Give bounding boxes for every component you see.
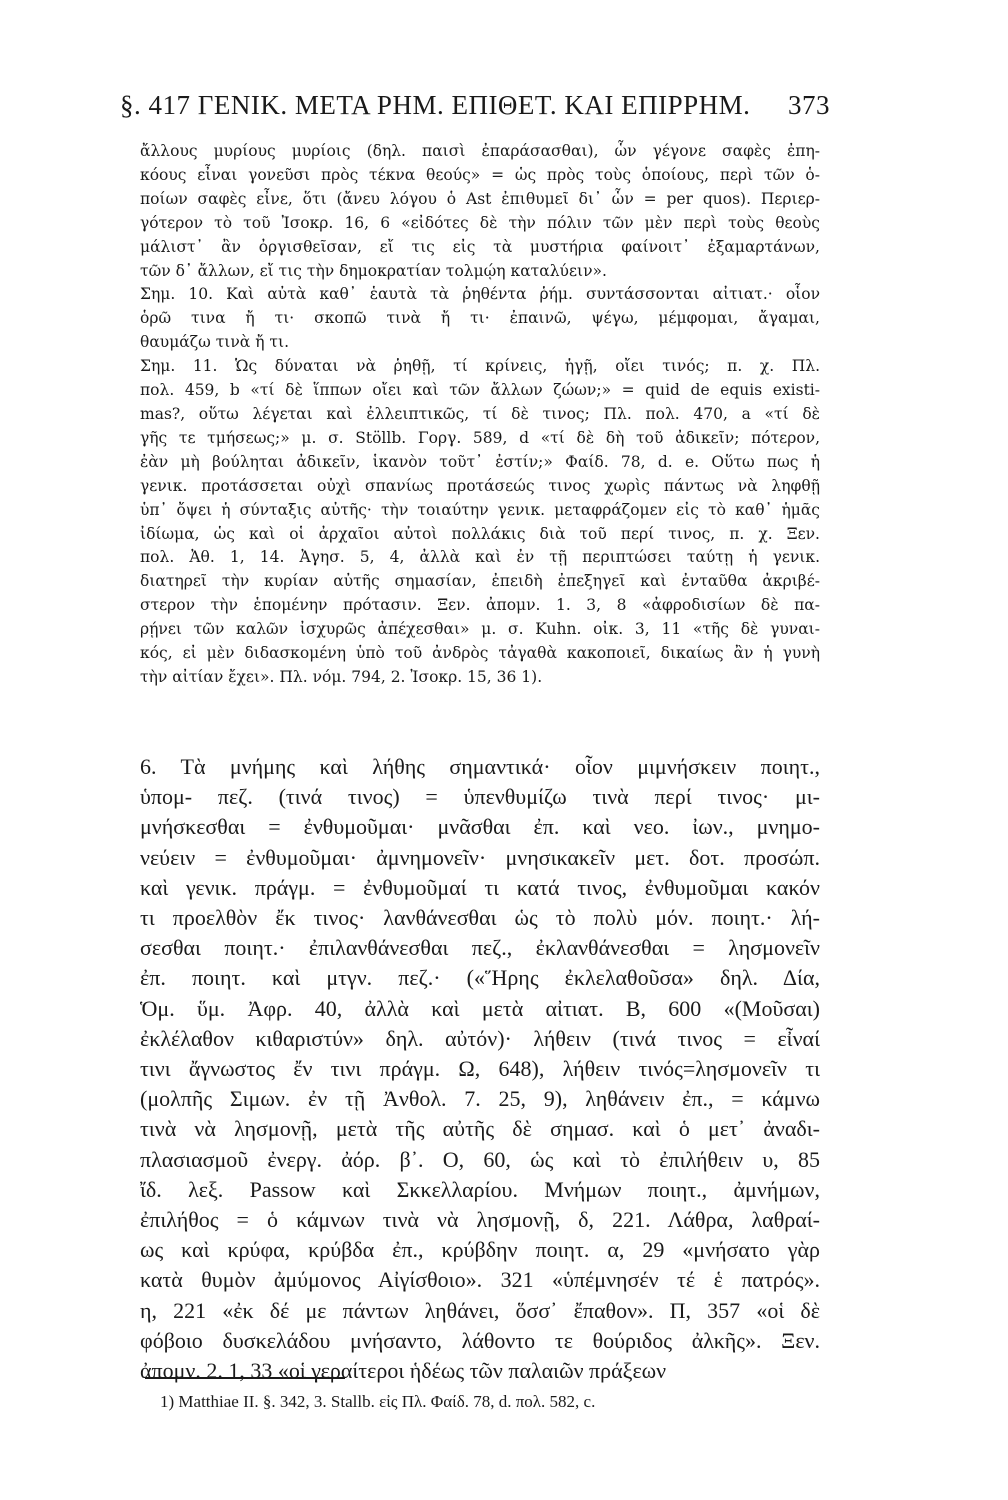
text-line: τὴν αἰτίαν ἔχει». Πλ. νόμ. 794, 2. Ἰσοκρ. 15, 36 1). (140, 667, 543, 686)
text-line: γενικ. προτάσσεται οὐχὶ σπανίως προτάσεώς τινος χωρὶς πάντως νὰ ληφθῇ (140, 476, 820, 495)
text-line: γότερον τὸ τοῦ Ἰσοκρ. 16, 6 «εἰδότες δὲ τὴν πόλιν τῶν μὲν περὶ τοὺς θεοὺς (140, 213, 820, 232)
running-header (120, 90, 830, 130)
text-line: κατὰ θυμὸν ἀμύμονος Αἰγίσθοιο». 321 «ὑπέμνησέν τέ ἑ πατρός». (140, 1267, 820, 1293)
text-line: καὶ γενικ. πράγμ. = ἐνθυμοῦμαί τι κατά τινος, ἐνθυμοῦμαι κακόν (140, 874, 820, 900)
text-line: θαυμάζω τινὰ ἤ τι. (140, 333, 289, 352)
text-line: φόβοιο δυσκελάδου μνήσαντο, λάθοντο τε θούριδος ἀλκῆς». Ξεν. (140, 1327, 820, 1353)
text-line: ὑπομ- πεζ. (τινά τινος) = ὑπενθυμίζω τινὰ περί τινος· μι- (140, 784, 820, 810)
text-line: ἐπ. ποιητ. καὶ μτγν. πεζ.· («Ἥρης ἐκλελαθοῦσα» δηλ. Δία, (140, 965, 820, 991)
text-line: mas?, οὕτω λέγεται καὶ ἐλλειπτικῶς, τί δὲ τινος; Πλ. πολ. 470, a «τί δὲ (140, 404, 820, 423)
text-line: ποίων σαφὲς εἶνε, ὅτι (ἄνευ λόγου ὁ Ast ἐπιθυμεῖ δι᾿ ὧν = per quos). Περιερ- (140, 189, 820, 208)
text-line: Σημ. 10. Καὶ αὐτὰ καθ᾿ ἑαυτὰ τὰ ῥηθέντα ῥήμ. συντάσσονται αἰτιατ.· οἷον (140, 285, 820, 304)
main-paragraph (140, 752, 820, 1386)
page-number: 373 (788, 90, 830, 120)
text-line: ἐὰν μὴ βούληται ἀδικεῖν, ἱκανὸν τοῦτ᾿ ἐστίν;» Φαίδ. 78, d. e. Οὕτω πως ἡ (140, 452, 820, 471)
text-line: τινὰ νὰ λησμονῇ, μετὰ τῆς αὐτῆς δὲ σημασ. καὶ ὁ μετ᾿ ἀναδι- (140, 1116, 820, 1142)
text-line: μάλιστ᾿ ἂν ὀργισθεῖσαν, εἴ τις εἰς τὰ μυστήρια φαίνοιτ᾿ ἐξαμαρτάνων, (140, 237, 820, 256)
text-line: νεύειν = ἐνθυμοῦμαι· ἀμνημονεῖν· μνησικακεῖν μετ. δοτ. προσώπ. (140, 844, 820, 870)
text-line: ἄλλους μυρίους μυρίοις (δηλ. παισὶ ἐπαράσασθαι), ὧν γέγονε σαφὲς ἐπη- (140, 142, 820, 160)
text-line: πολ. 459, b «τί δὲ ἵππων οἴει καὶ τῶν ἄλλων ζώων;» = quid de equis existi- (140, 381, 820, 400)
text-line: ὑπ᾿ ὄψει ἡ σύνταξις αὐτῆς· τὴν τοιαύτην γενικ. μεταφράζομεν εἰς τὸ καθ᾿ ἡμᾶς (140, 500, 820, 519)
text-line: ρῄνει τῶν καλῶν ἰσχυρῶς ἀπέχεσθαι» μ. σ. Kuhn. οἰκ. 3, 11 «τῆς δὲ γυναι- (140, 620, 820, 639)
small-print-notes (140, 140, 820, 690)
text-line: πλασιασμοῦ ἐνεργ. ἀόρ. β᾿. Ο, 60, ὡς καὶ τὸ ἐπιλήθειν υ, 85 (140, 1146, 820, 1172)
text-line: η, 221 «ἐκ δέ με πάντων ληθάνει, ὅσσ᾿ ἔπαθον». Π, 357 «οἱ δὲ (140, 1297, 820, 1323)
text-line: Ὁμ. ὕμ. Ἀφρ. 40, ἀλλὰ καὶ μετὰ αἰτιατ. B, 600 «(Μοῦσαι) (140, 995, 820, 1021)
header-section-title: §. 417 ΓΕΝΙΚ. ΜΕΤΑ ΡΗΜ. ΕΠΙΘΕΤ. ΚΑΙ ΕΠΙΡΡΗΜ. (120, 90, 751, 120)
footnote-text: 1) Matthiae II. §. 342, 3. Stallb. εἰς Πλ. Φαίδ. 78, d. πολ. 582, c. (160, 1392, 596, 1411)
footnote-rule (145, 1377, 345, 1379)
text-line: κός, εἰ μὲν διδασκομένη ὑπὸ τοῦ ἀνδρὸς τἀγαθὰ κακοποιεῖ, δικαίως ἂν ἡ γυνὴ (140, 644, 820, 663)
text-line: κόους εἶναι γονεῦσι πρὸς τέκνα θεούς» = ὡς πρὸς τοὺς ὁποίους, περὶ τῶν ὁ- (140, 165, 820, 184)
text-line: σεσθαι ποιητ.· ἐπιλανθάνεσθαι πεζ., ἐκλανθάνεσθαι = λησμονεῖν (140, 935, 820, 961)
text-line: γῆς τε τμήσεως;» μ. σ. Stöllb. Γοργ. 589, d «τί δὲ δὴ τοῦ ἀδικεῖν; πότερον, (140, 428, 820, 447)
text-line: τῶν δ᾿ ἄλλων, εἴ τις τὴν δημοκρατίαν τολμῴη καταλύειν». (140, 261, 607, 280)
text-line: διατηρεῖ τὴν κυρίαν αὐτῆς σημασίαν, ἐπειδὴ ἐπεξηγεῖ καὶ ἐνταῦθα ἀκριβέ- (140, 572, 820, 591)
text-line: στερον τὴν ἑπομένην πρότασιν. Ξεν. ἀπομν. 1. 3, 8 «ἀφροδισίων δὲ πα- (140, 596, 820, 615)
text-line: ὁρῶ τινα ἤ τι· σκοπῶ τινὰ ἤ τι· ἐπαινῶ, ψέγω, μέμφομαι, ἄγαμαι, (140, 309, 820, 328)
footnote (160, 1390, 800, 1414)
text-line: τι προελθὸν ἔκ τινος· λανθάνεσθαι ὡς τὸ πολὺ μόν. ποιητ.· λή- (140, 905, 820, 931)
text-line: (μολπῆς Σιμων. ἐν τῇ Ἀνθολ. 7. 25, 9), ληθάνειν ἐπ., = κάμνω (140, 1086, 820, 1112)
text-line: ἀπομν. 2. 1, 33 «οἱ γεραίτεροι ἡδέως τῶν παλαιῶν πράξεων (140, 1358, 667, 1384)
text-line: ως καὶ κρύφα, κρύβδα ἐπ., κρύβδην ποιητ. α, 29 «μνήσατο γὰρ (140, 1237, 820, 1263)
text-line: πολ. Ἀθ. 1, 14. Ἀγησ. 5, 4, ἀλλὰ καὶ ἐν τῇ περιπτώσει ταύτῃ ἡ γενικ. (140, 548, 820, 567)
text-line: 6. Τὰ μνήμης καὶ λήθης σημαντικά· οἷον μιμνήσκειν ποιητ., (140, 754, 820, 779)
text-line: Σημ. 11. Ὡς δύναται νὰ ῥηθῇ, τί κρίνεις, ἡγῇ, οἴει τινός; π. χ. Πλ. (140, 357, 820, 376)
text-line: ἐπιλήθος = ὁ κάμνων τινὰ νὰ λησμονῇ, δ, 221. Λάθρα, λαθραί- (140, 1207, 820, 1233)
text-line: ἴδ. λεξ. Passow καὶ Σκκελλαρίου. Μνήμων ποιητ., ἀμνήμων, (140, 1176, 820, 1202)
text-line: μνήσκεσθαι = ἐνθυμοῦμαι· μνᾶσθαι ἐπ. καὶ νεο. ἰων., μνημο- (140, 814, 820, 840)
text-line: ἐκλέλαθον κιθαριστύν» δηλ. αὐτόν)· λήθειν (τινά τινος = εἶναί (140, 1025, 820, 1051)
text-line: ἰδίωμα, ὡς καὶ οἱ ἀρχαῖοι αὐτοὶ πολλάκις διὰ τοῦ περί τινος, π. χ. Ξεν. (140, 524, 820, 543)
text-line: τινι ἄγνωστος ἔν τινι πράγμ. Ω, 648), λήθειν τινός=λησμονεῖν τι (140, 1056, 820, 1082)
